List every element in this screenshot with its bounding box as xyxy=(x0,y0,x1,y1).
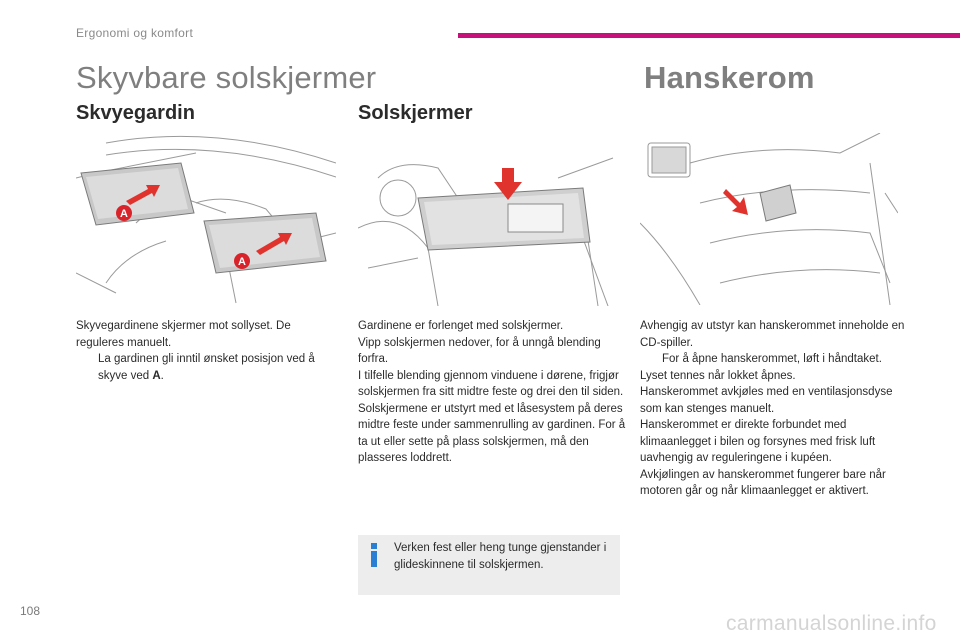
page-title-glovebox: Hanskerom xyxy=(644,60,815,95)
bullet-text: La gardinen gli inntil ønsket posisjon ved å skyve ved A. xyxy=(98,353,315,382)
paragraph: Hanskerommet avkjøles med en ventilasjonsdyse som kan stenges manuelt. xyxy=(640,386,893,415)
info-icon xyxy=(366,543,382,567)
header-accent-bar xyxy=(458,33,960,38)
skyvegardin-text xyxy=(76,318,338,384)
paragraph: Hanskerommet er direkte forbundet med klimaanlegget i bilen og forsynes med frisk luft uavhengig av reguleringene i kupéen. xyxy=(640,419,876,464)
paragraph: Gardinene er forlenget med solskjermer. xyxy=(358,320,564,332)
bullet-mark xyxy=(76,351,98,384)
skyvegardin-intro: Skyvegardinene skjermer mot sollyset. De reguleres manuelt. xyxy=(76,320,291,349)
watermark: carmanualsonline.info xyxy=(726,612,937,635)
sun-visor-illustration xyxy=(358,138,618,306)
section-header: Ergonomi og komfort xyxy=(76,26,194,40)
paragraph: Lyset tennes når lokket åpnes. xyxy=(640,369,796,382)
hanskerom-intro: Avhengig av utstyr kan hanskerommet inneholde en CD-spiller. xyxy=(640,320,905,349)
callout-label-a: A xyxy=(238,256,246,268)
bullet-mark xyxy=(640,351,662,368)
page-title-sunshades: Skyvbare solskjermer xyxy=(76,60,377,95)
paragraph: Avkjølingen av hanskerommet fungerer bare når motoren går og når klimaanlegget er aktivert. xyxy=(640,468,886,497)
list-item xyxy=(640,351,908,368)
paragraph: Vipp solskjermen nedover, for å unngå blending forfra. xyxy=(358,336,601,365)
solskjermer-text xyxy=(358,318,626,467)
info-text: Verken fest eller heng tunge gjenstander i glideskinnene til solskjermen. xyxy=(394,542,607,571)
list-item xyxy=(76,351,338,384)
sliding-blind-illustration xyxy=(76,133,336,305)
glovebox-drawing xyxy=(640,133,898,305)
bullet-text: For å åpne hanskerommet, løft i håndtaket. xyxy=(662,353,882,365)
callout-label-a: A xyxy=(120,208,128,220)
reference-a: A xyxy=(152,369,161,382)
heading-skyvegardin: Skvyegardin xyxy=(76,102,195,124)
paragraph: I tilfelle blending gjennom vinduene i dørene, frigjør solskjermen fra sitt midtre feste og drei den til siden. xyxy=(358,369,624,398)
hanskerom-text xyxy=(640,318,908,500)
page-number: 108 xyxy=(20,604,41,618)
heading-solskjermer: Solskjermer xyxy=(358,102,473,124)
info-box xyxy=(358,535,620,595)
sun-visor-drawing xyxy=(358,138,618,306)
paragraph: Solskjermene er utstyrt med et låsesystem på deres midtre feste under sammenrulling av gardinen. For å ta ut eller sette på plass solskjermen, må den plasseres loddrett. xyxy=(358,402,626,464)
sliding-blind-drawing xyxy=(76,133,336,305)
glovebox-illustration xyxy=(640,133,898,305)
